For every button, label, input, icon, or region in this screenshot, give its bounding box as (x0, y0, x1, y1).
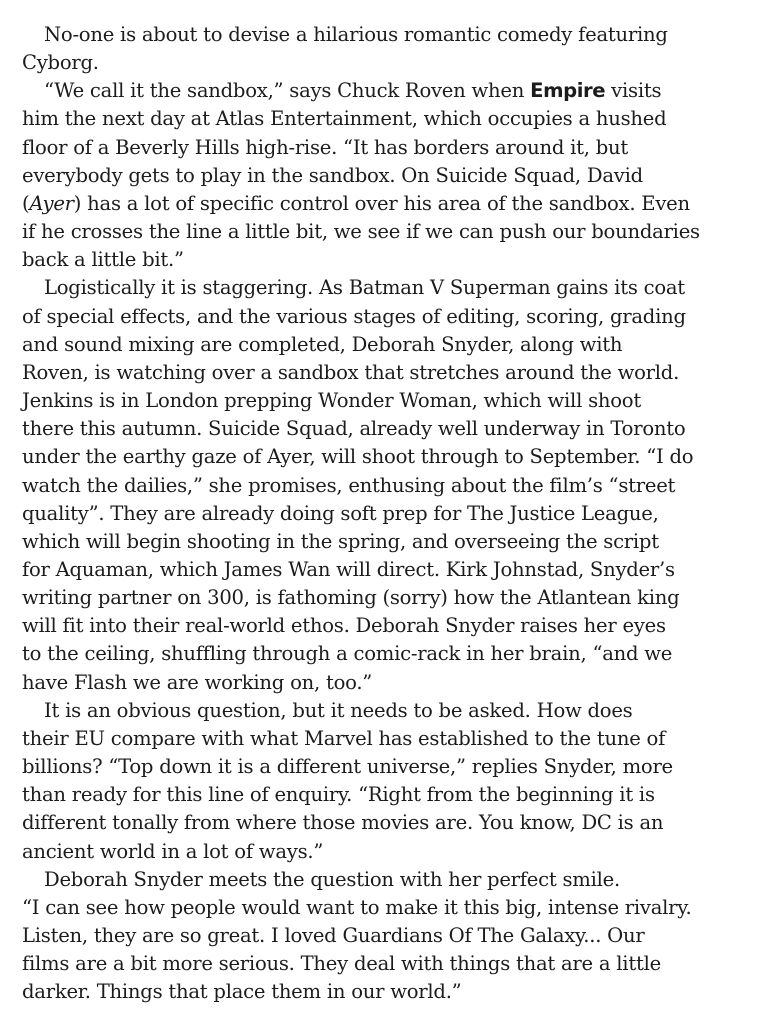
text-line: quality”. They are already doing soft prep for The Justice League, (22, 501, 659, 525)
text-line: have Flash we are working on, too.” (22, 670, 373, 694)
text-line: writing partner on 300, is fathoming (sorry) how the Atlantean king (22, 586, 680, 610)
text-line: for Aquaman, which James Wan will direct. Kirk Johnstad, Snyder’s (22, 557, 675, 581)
text-segment: ) has a lot of specific control over his area of the sandbox. Even (73, 191, 690, 215)
text-segment: “We call it the sandbox,” says Chuck Roven when (44, 79, 531, 103)
text-line: their EU compare with what Marvel has established to the tune of (22, 726, 666, 750)
text-line: films are a bit more serious. They deal with things that are a little (22, 952, 661, 976)
text-line: Logistically it is staggering. As Batman V Superman gains its coat (44, 276, 685, 300)
text-line: to the ceiling, shuffling through a comic-rack in her brain, “and we (22, 642, 673, 666)
text-line: everybody gets to play in the sandbox. On Suicide Squad, David (22, 163, 643, 187)
text-line (22, 77, 750, 105)
text-line: floor of a Beverly Hills high-rise. “It has borders around it, but (22, 135, 628, 159)
text-line: him the next day at Atlas Entertainment, which occupies a hushed (22, 107, 667, 131)
paragraph-5 (22, 866, 750, 1007)
text-line: of special effects, and the various stages of editing, scoring, grading (22, 304, 686, 328)
text-line: under the earthy gaze of Ayer, will shoot through to September. “I do (22, 445, 694, 469)
text-line: darker. Things that place them in our world.” (22, 980, 462, 1004)
text-line: which will begin shooting in the spring, and overseeing the script (22, 529, 659, 553)
text-segment: ( (22, 191, 30, 215)
text-line: and sound mixing are completed, Deborah Snyder, along with (22, 332, 623, 356)
text-line: if he crosses the line a little bit, we see if we can push our boundaries (22, 220, 700, 244)
text-line: watch the dailies,” she promises, enthusing about the film’s “street (22, 473, 676, 497)
text-line: will fit into their real-world ethos. Deborah Snyder raises her eyes (22, 614, 666, 638)
text-line: billions? “Top down it is a different universe,” replies Snyder, more (22, 755, 673, 779)
text-line: Listen, they are so great. I loved Guardians Of The Galaxy... Our (22, 924, 645, 947)
paragraph-3 (22, 274, 750, 696)
text-segment: visits (605, 79, 662, 103)
text-line: than ready for this line of enquiry. “Right from the beginning it is (22, 783, 655, 807)
text-line: Jenkins is in London prepping Wonder Woman, which will shoot (22, 389, 641, 413)
italic-name: Ayer (29, 191, 74, 215)
text-line (22, 190, 750, 218)
text-line: It is an obvious question, but it needs to be asked. How does (44, 698, 633, 722)
text-line: No-one is about to devise a hilarious romantic comedy featuring (44, 23, 668, 46)
paragraph-4 (22, 697, 750, 866)
paragraph-1 (22, 21, 750, 77)
text-line: Cyborg. (22, 51, 99, 75)
text-line: ancient world in a lot of ways.” (22, 839, 324, 863)
text-line: different tonally from where those movies are. You know, DC is an (22, 811, 664, 835)
text-line: “I can see how people would want to make it this big, intense rivalry. (22, 895, 692, 919)
text-line: there this autumn. Suicide Squad, already well underway in Toronto (22, 417, 686, 441)
paragraph-2 (22, 77, 750, 274)
magazine-name: Empire (530, 79, 606, 103)
text-line: Roven, is watching over a sandbox that stretches around the world. (22, 360, 680, 384)
text-line: Deborah Snyder meets the question with her perfect smile. (44, 867, 620, 891)
text-line: back a little bit.” (22, 248, 184, 272)
